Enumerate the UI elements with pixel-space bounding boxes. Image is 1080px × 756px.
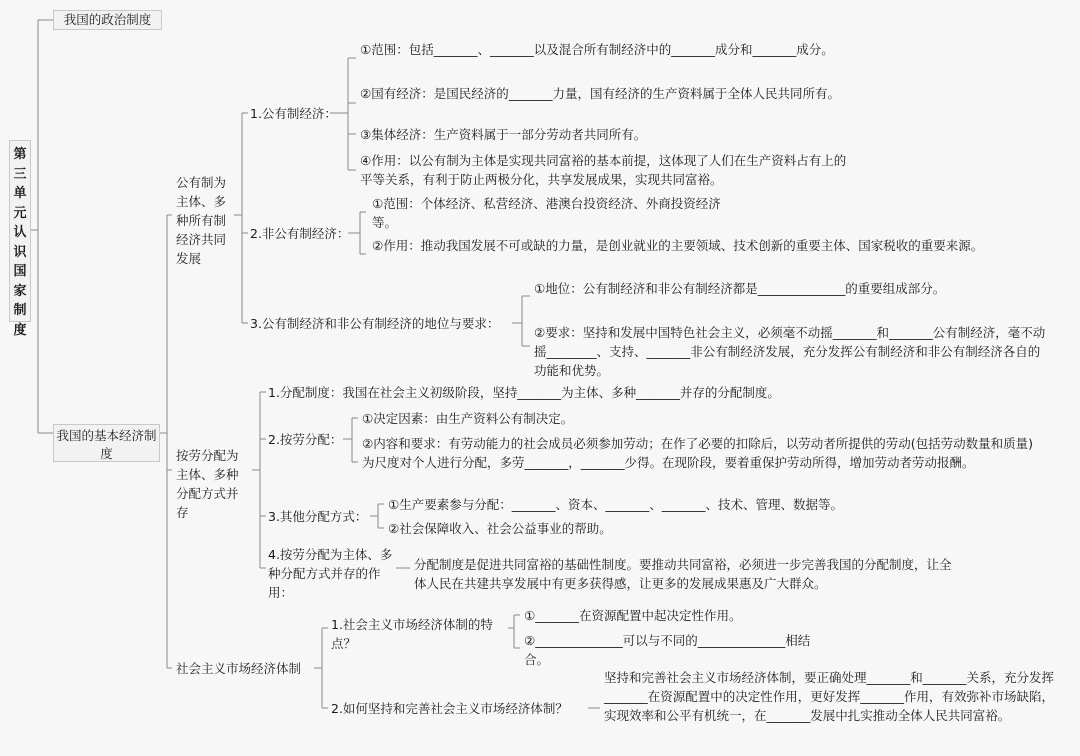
labor-item-1: ①决定因素：由生产资料公有制决定。 (362, 411, 574, 426)
role-text: 分配制度是促进共同富裕的基础性制度。要推动共同富裕，必须进一步完善我国的分配制度，让全体人民在共建共享发展中有更多获得感，让更多的发展成果惠及广大群众。 (414, 557, 952, 591)
status-label: 3.公有制经济和非公有制经济的地位与要求： (250, 316, 500, 331)
branch-economic: 我国的基本经济制度 (53, 424, 160, 462)
other-item-2: ②社会保障收入、社会公益事业的帮助。 (388, 521, 612, 536)
connector-market (314, 628, 328, 708)
distribution-system: 1.分配制度：我国在社会主义初级阶段，坚持_______为主体、多种_______并存的分配制度。 (268, 385, 780, 400)
other-label: 3.其他分配方式： (268, 509, 368, 524)
labor-label: 2.按劳分配： (268, 432, 343, 447)
nonpublic-item-2: ②作用：推动我国发展不可或缺的力量，是创业就业的主要领域、技术创新的重要主体、国家税收的重要来源。 (372, 238, 984, 253)
connector-nonpublic (348, 212, 366, 254)
connector-economic (160, 215, 172, 668)
perfect-text: 坚持和完善社会主义市场经济体制，要正确处理_______和_______关系，充分发挥_______在资源配置中的决定性作用，更好发挥_______作用，有效弥补市场缺陷，实现效率和公平有机统一，在_______发展中扎实推动全体人民共同富裕。 (604, 670, 1055, 723)
status-item-2: ②要求：坚持和发展中国特色社会主义，必须毫不动摇_______和_______公有制经济，毫不动摇________、支持、_______非公有制经济发展，充分发挥公有制经济和非公有制经济各自的功能和优势。 (534, 325, 1046, 378)
connector-labor (343, 418, 358, 462)
root-node: 第三单元认识国家制度 (9, 140, 31, 322)
connector-distribution (252, 392, 266, 568)
public-item-4: ④作用：以公有制为主体是实现共同富裕的基本前提，这体现了人们在生产资料占有上的平等关系，有利于防止两极分化，共享发展成果，实现共同富裕。 (360, 153, 847, 187)
features-item-1: ①_______在资源配置中起决定性作用。 (524, 608, 742, 623)
market-title: 社会主义市场经济体制 (176, 661, 302, 676)
public-label: 1.公有制经济： (250, 106, 337, 121)
labor-item-2: ②内容和要求：有劳动能力的社会成员必须参加劳动；在作了必要的扣除后，以劳动者所提供的劳动(包括劳动数量和质量)为尺度对个人进行分配，多劳_______，_______少得。在现阶段，要着重保护劳动所得，增加劳动者劳动报酬。 (362, 436, 1033, 470)
perfect-label: 2.如何坚持和完善社会主义市场经济体制？ (331, 701, 568, 716)
other-item-1: ①生产要素参与分配：_______、资本、_______、_______、技术、管理、数据等。 (388, 497, 843, 512)
public-item-3: ③集体经济：生产资料属于一部分劳动者共同所有。 (360, 127, 647, 142)
ownership-title: 公有制为主体、多种所有制经济共同发展 (176, 175, 227, 266)
status-item-1: ①地位：公有制经济和非公有制经济都是______________的重要组成部分。 (534, 281, 946, 296)
connector-root (31, 20, 53, 433)
branch-political: 我国的政治制度 (53, 10, 162, 30)
public-item-1: ①范围：包括_______、_______以及混合所有制经济中的_______成分和_______成分。 (360, 42, 834, 57)
nonpublic-label: 2.非公有制经济： (250, 226, 350, 241)
connector-status (512, 296, 530, 346)
distribution-title: 按劳分配为主体、多种分配方式并存 (176, 448, 239, 520)
features-item-2: ②______________可以与不同的______________相结合。 (524, 633, 811, 667)
nonpublic-item-1: ①范围：个体经济、私营经济、港澳台投资经济、外商投资经济等。 (372, 196, 721, 230)
features-label: 1.社会主义市场经济体制的特点？ (331, 617, 493, 651)
connector-other (370, 504, 384, 528)
public-item-2: ②国有经济：是国民经济的_______力量，国有经济的生产资料属于全体人民共同所有。 (360, 86, 840, 101)
role-label: 4.按劳分配为主体、多种分配方式并存的作用： (268, 547, 393, 600)
